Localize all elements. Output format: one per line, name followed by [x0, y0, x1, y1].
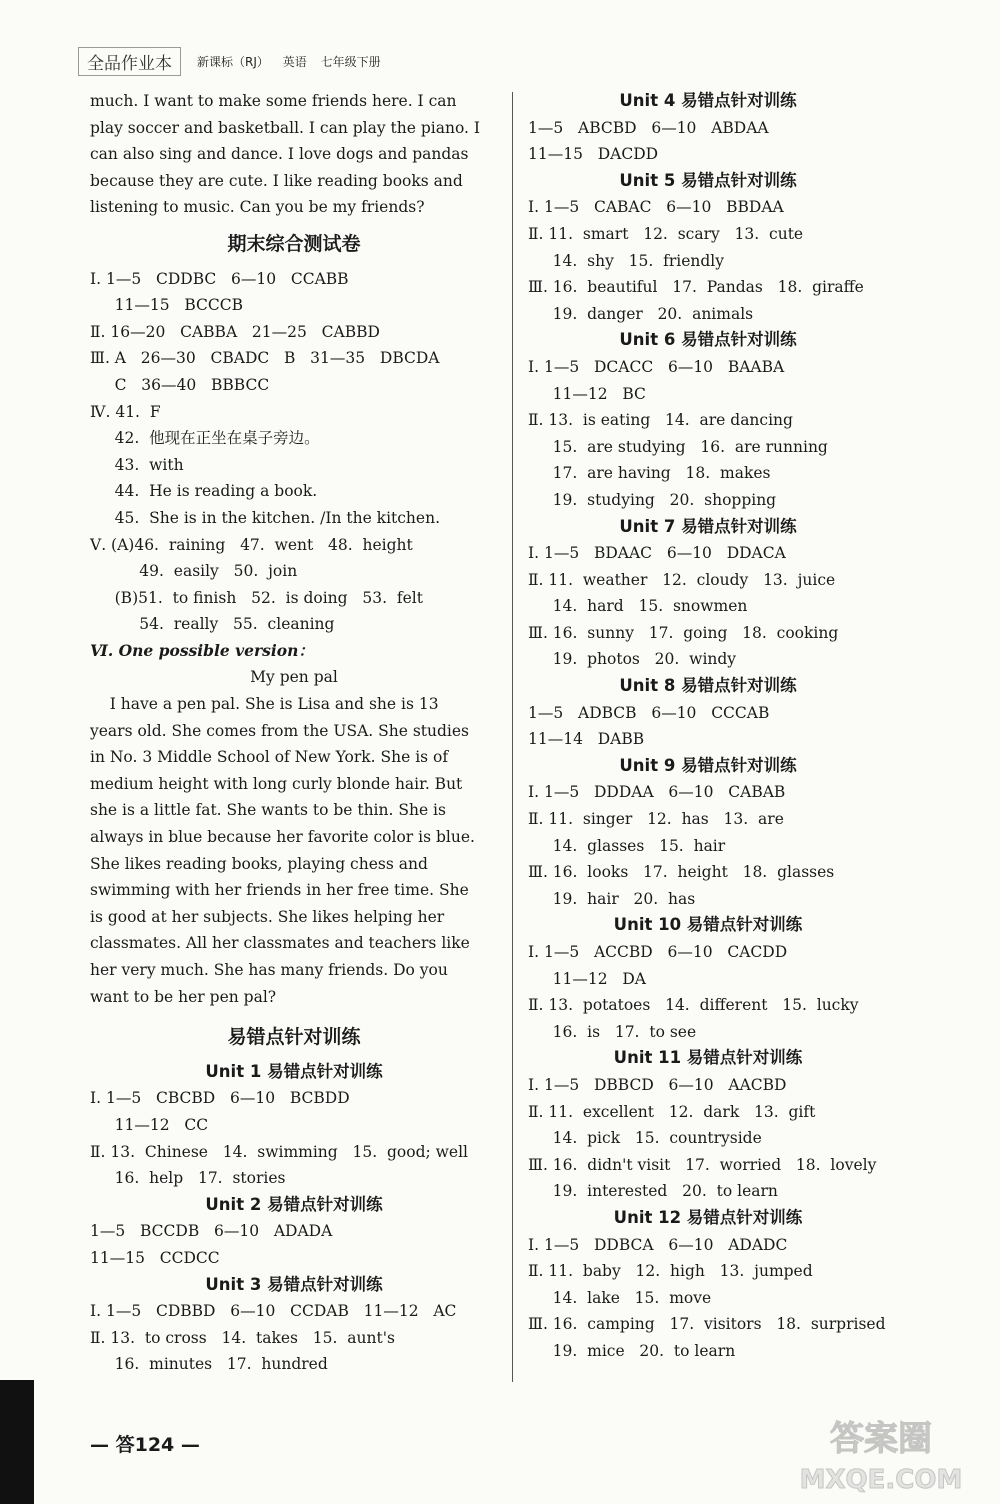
- answer-line: 1—5 ADBCB 6—10 CCCAB: [528, 703, 770, 722]
- intro-paragraph: [90, 88, 498, 221]
- answer-line: Ⅰ. 1—5 ACCBD 6—10 CACDD: [528, 943, 788, 961]
- answer-line: 11—12 DA: [528, 969, 646, 988]
- answer-line: (B)51. to finish 52. is doing 53. felt: [90, 588, 423, 607]
- answer-line: 14. glasses 15. hair: [528, 836, 726, 855]
- final-exam-answers: [90, 266, 498, 1011]
- answer-line: 19. studying 20. shopping: [528, 490, 777, 509]
- unit-title: Unit 8 易错点针对训练: [619, 676, 797, 696]
- answer-line: 19. mice 20. to learn: [528, 1341, 736, 1360]
- essay-line: medium height with long curly blonde hair. But: [90, 774, 463, 793]
- answer-line: 19. danger 20. animals: [528, 304, 754, 323]
- answer-line: 14. shy 15. friendly: [528, 251, 725, 270]
- answer-line: 14. lake 15. move: [528, 1288, 712, 1307]
- unit-11-block: [528, 1045, 888, 1205]
- writing-label: Ⅵ. One possible version：: [90, 640, 314, 660]
- unit-title: Unit 2 易错点针对训练: [205, 1194, 383, 1214]
- essay-line: in No. 3 Middle School of New York. She is of: [90, 748, 449, 767]
- answer-line: Ⅳ. 41. F: [90, 402, 161, 421]
- answer-line: 11—12 CC: [90, 1115, 209, 1134]
- essay-line: She likes reading books, playing chess and: [90, 854, 428, 873]
- watermark-logo: [776, 1408, 986, 1498]
- text-line: play soccer and basketball. I can play the piano. I: [90, 118, 481, 137]
- unit-10-block: [528, 912, 888, 1045]
- text-line: can also sing and dance. I love dogs and pandas: [90, 145, 469, 164]
- essay-line: is good at her subjects. She likes helping her: [90, 907, 445, 926]
- answer-line: 44. He is reading a book.: [90, 482, 318, 501]
- text-line: much. I want to make some friends here. I can: [90, 92, 457, 110]
- unit-title: Unit 7 易错点针对训练: [619, 516, 797, 536]
- answer-line: 11—12 BC: [528, 384, 646, 403]
- answer-line: Ⅰ. 1—5 CDBBD 6—10 CCDAB 11—12 AC: [90, 1302, 457, 1321]
- answer-line: 1—5 ABCBD 6—10 ABDAA: [528, 118, 769, 137]
- unit-6-block: [528, 327, 888, 513]
- unit-title: Unit 6 易错点针对训练: [619, 330, 797, 350]
- answer-line: 16. minutes 17. hundred: [90, 1355, 328, 1374]
- essay-line: her very much. She has many friends. Do you: [90, 961, 448, 979]
- page-header: [78, 46, 391, 76]
- unit-4-block: [528, 88, 888, 168]
- unit-title: Unit 11 易错点针对训练: [613, 1048, 803, 1068]
- answer-line: C 36—40 BBBCC: [90, 375, 270, 394]
- answer-line: 1—5 BCCDB 6—10 ADADA: [90, 1222, 333, 1241]
- essay-line: years old. She comes from the USA. She studies: [90, 721, 470, 740]
- final-exam-title: 期末综合测试卷: [227, 232, 361, 255]
- brand-logo: 全品作业本: [78, 47, 181, 76]
- answer-line: Ⅱ. 13. to cross 14. takes 15. aunt's: [90, 1328, 395, 1347]
- unit-title: Unit 9 易错点针对训练: [619, 755, 797, 775]
- answer-line: 11—15 BCCCB: [90, 296, 244, 315]
- answer-line: 19. hair 20. has: [528, 889, 696, 908]
- answer-line: Ⅰ. 1—5 DDDAA 6—10 CABAB: [528, 783, 786, 802]
- answer-line: Ⅰ. 1—5 CBCBD 6—10 BCBDD: [90, 1089, 350, 1108]
- writing-title: My pen pal: [250, 668, 338, 687]
- unit-2-block: [90, 1192, 498, 1272]
- answer-line: Ⅱ. 11. excellent 12. dark 13. gift: [528, 1102, 816, 1121]
- unit-title: Unit 5 易错点针对训练: [619, 170, 797, 190]
- series-label: 新课标（RJ）: [197, 54, 269, 69]
- answer-line: Ⅲ. 16. didn't visit 17. worried 18. lovely: [528, 1155, 877, 1174]
- unit-5-block: [528, 168, 888, 328]
- answer-line: Ⅰ. 1—5 DDBCA 6—10 ADADC: [528, 1235, 788, 1254]
- essay-line: always in blue because her favorite color is blue.: [90, 828, 475, 847]
- answer-line: Ⅰ. 1—5 CDDBC 6—10 CCABB: [90, 269, 349, 288]
- answer-line: Ⅱ. 11. weather 12. cloudy 13. juice: [528, 570, 836, 589]
- watermark-cn: 答案圈: [830, 1419, 932, 1459]
- answer-line: Ⅱ. 13. is eating 14. are dancing: [528, 411, 793, 430]
- answer-line: 42. 他现在正坐在桌子旁边。: [90, 429, 320, 448]
- answer-line: 15. are studying 16. are running: [528, 437, 828, 456]
- answer-line: 17. are having 18. makes: [528, 464, 771, 483]
- unit-12-block: [528, 1205, 888, 1365]
- column-divider: [512, 92, 513, 1382]
- essay-line: classmates. All her classmates and teachers like: [90, 934, 470, 953]
- training-section-title: 易错点针对训练: [227, 1026, 361, 1049]
- unit-title: Unit 4 易错点针对训练: [619, 91, 797, 110]
- answer-line: Ⅰ. 1—5 DBBCD 6—10 AACBD: [528, 1075, 787, 1094]
- answer-line: Ⅴ. (A)46. raining 47. went 48. height: [90, 535, 413, 554]
- answer-line: 11—14 DABB: [528, 730, 645, 749]
- answer-line: Ⅲ. 16. beautiful 17. Pandas 18. giraffe: [528, 278, 864, 297]
- answer-line: Ⅱ. 16—20 CABBA 21—25 CABBD: [90, 322, 380, 341]
- right-column: [528, 88, 888, 1365]
- answer-line: Ⅱ. 13. potatoes 14. different 15. lucky: [528, 996, 859, 1015]
- unit-title: Unit 10 易错点针对训练: [613, 915, 803, 935]
- answer-line: 11—15 CCDCC: [90, 1248, 220, 1267]
- answer-line: Ⅲ. 16. looks 17. height 18. glasses: [528, 863, 835, 882]
- essay-line: want to be her pen pal?: [90, 987, 277, 1006]
- subject-label: 英语: [282, 54, 307, 69]
- left-column: [90, 88, 498, 1378]
- essay-line: swimming with her friends in her free time. She: [90, 881, 469, 900]
- answer-line: 14. pick 15. countryside: [528, 1129, 762, 1148]
- answer-line: 49. easily 50. join: [90, 562, 298, 581]
- answer-line: Ⅲ. 16. sunny 17. going 18. cooking: [528, 623, 839, 642]
- answer-line: Ⅱ. 13. Chinese 14. swimming 15. good; well: [90, 1142, 468, 1161]
- answer-line: 16. help 17. stories: [90, 1169, 286, 1188]
- unit-9-block: [528, 753, 888, 913]
- unit-8-block: [528, 673, 888, 753]
- answer-line: Ⅰ. 1—5 BDAAC 6—10 DDACA: [528, 544, 786, 563]
- answer-line: 43. with: [90, 455, 184, 474]
- answer-line: 19. interested 20. to learn: [528, 1182, 778, 1201]
- unit-title: Unit 3 易错点针对训练: [205, 1274, 383, 1294]
- answer-line: Ⅰ. 1—5 CABAC 6—10 BBDAA: [528, 198, 784, 217]
- answer-line: 19. photos 20. windy: [528, 650, 737, 669]
- unit-title: Unit 12 易错点针对训练: [613, 1207, 803, 1227]
- answer-line: Ⅲ. 16. camping 17. visitors 18. surprised: [528, 1315, 886, 1334]
- page-number: — 答124 —: [90, 1434, 200, 1456]
- unit-1-block: [90, 1059, 498, 1192]
- answer-line: Ⅰ. 1—5 DCACC 6—10 BAABA: [528, 357, 785, 376]
- grade-label: 七年级下册: [320, 54, 381, 69]
- answer-line: Ⅱ. 11. singer 12. has 13. are: [528, 810, 784, 829]
- text-line: because they are cute. I like reading books and: [90, 171, 463, 190]
- essay-line: she is a little fat. She wants to be thin. She is: [90, 801, 446, 820]
- answer-line: Ⅱ. 11. smart 12. scary 13. cute: [528, 224, 804, 243]
- watermark-en: MXQE.COM: [799, 1465, 963, 1495]
- scan-edge-shadow: [0, 1380, 34, 1504]
- answer-line: Ⅱ. 11. baby 12. high 13. jumped: [528, 1262, 813, 1281]
- unit-7-block: [528, 514, 888, 674]
- answer-line: 14. hard 15. snowmen: [528, 597, 748, 616]
- unit-3-block: [90, 1272, 498, 1378]
- answer-line: Ⅲ. A 26—30 CBADC B 31—35 DBCDA: [90, 349, 440, 368]
- header-info: [197, 53, 391, 70]
- unit-title: Unit 1 易错点针对训练: [205, 1061, 383, 1081]
- text-line: listening to music. Can you be my friends?: [90, 198, 425, 217]
- answer-line: 16. is 17. to see: [528, 1022, 697, 1041]
- answer-line: 11—15 DACDD: [528, 145, 659, 164]
- essay-line: I have a pen pal. She is Lisa and she is 13: [90, 695, 439, 714]
- answer-line: 45. She is in the kitchen. /In the kitchen.: [90, 508, 440, 527]
- answer-line: 54. really 55. cleaning: [90, 615, 335, 634]
